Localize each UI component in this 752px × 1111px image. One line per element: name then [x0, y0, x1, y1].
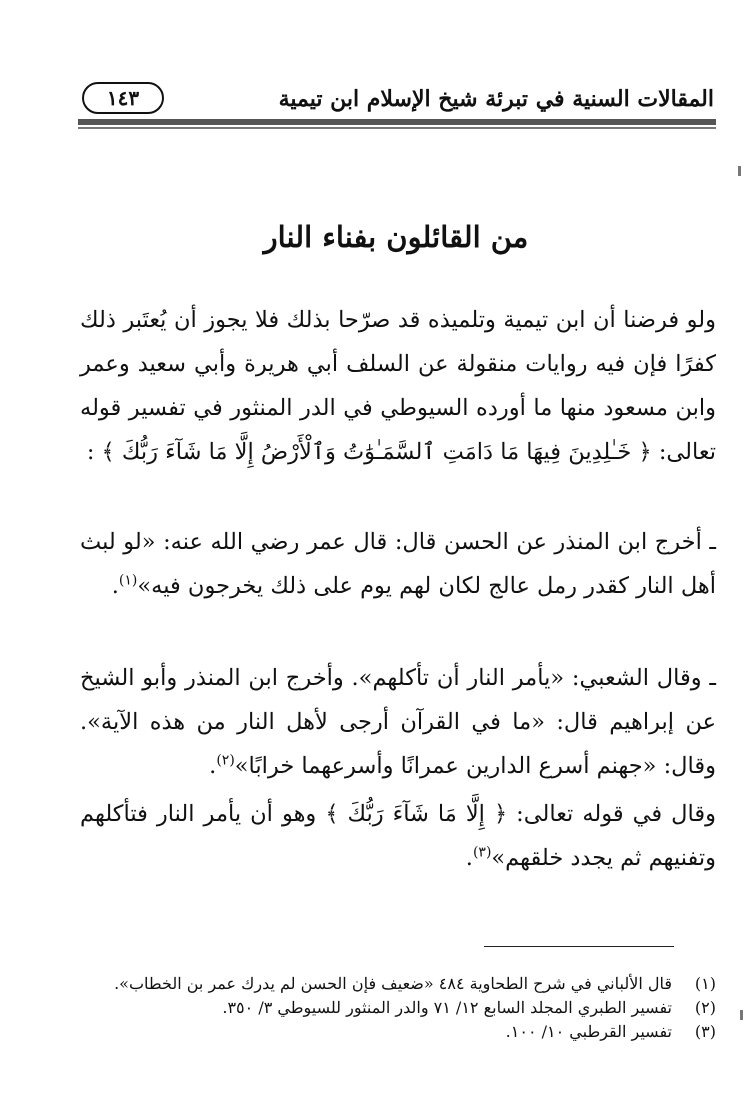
- footnote-number: (١): [694, 974, 716, 993]
- margin-mark: [740, 1010, 743, 1020]
- paragraph-3-end: .: [209, 753, 217, 779]
- footnote-ref-1: (١): [118, 572, 138, 589]
- footnote-separator: [484, 946, 674, 947]
- book-title: المقالات السنية في تبرئة شيخ الإسلام ابن تيمية: [278, 86, 714, 112]
- footnote-2: [80, 996, 716, 1020]
- chapter-heading: من القائلون بفناء النار: [263, 220, 529, 254]
- footnote-text: تفسير الطبري المجلد السابع ١٢/ ٧١ والدر المنثور للسيوطي ٣/ ٣٥٠.: [222, 998, 672, 1017]
- footnote-ref-2: (٢): [216, 752, 235, 769]
- footnote-3: [80, 1020, 716, 1044]
- paragraph-3: [80, 656, 716, 788]
- footnote-text: تفسير القرطبي ١٠/ ١٠٠.: [505, 1022, 672, 1041]
- footnote-ref-3: (٣): [472, 844, 492, 861]
- footnote-number: (٣): [694, 1022, 716, 1041]
- paragraph-1: [80, 298, 716, 474]
- paragraph-1-text: ولو فرضنا أن ابن تيمية وتلميذه قد صرّحا بذلك فلا يجوز أن يُعتَبر ذلك كفرًا فإن فيه روايات منقولة عن السلف أبي هريرة وأبي سعيد وعمر وابن مسعود منها ما أورده السيوطي في الدر المنثور في تفسير قوله تعالى: ﴿ خَـٰلِدِينَ فِيهَا مَا دَامَتِ ٱلسَّمَـٰوَٰتُ وَٱلْأَرْضُ إِلَّا مَا شَآءَ رَبُّكَ ﴾ :: [80, 307, 716, 465]
- paragraph-2: [80, 520, 716, 608]
- margin-mark: [738, 166, 741, 176]
- footnote-1: [80, 972, 716, 996]
- footnote-text: قال الألباني في شرح الطحاوية ٤٨٤ «ضعيف فإن الحسن لم يدرك عمر بن الخطاب».: [114, 974, 672, 993]
- paragraph-2-text: ـ أخرج ابن المنذر عن الحسن قال: قال عمر رضي الله عنه: «لو لبث أهل النار كقدر رمل عالج لكان لهم يوم على ذلك يخرجون فيه»: [80, 529, 716, 599]
- paragraph-4: [80, 792, 716, 880]
- footnotes: [80, 972, 716, 1044]
- page-number: ١٤٣: [82, 82, 164, 114]
- header-rule-thick: [78, 119, 716, 125]
- paragraph-2-end: .: [111, 573, 119, 599]
- footnote-number: (٢): [694, 998, 716, 1017]
- header-rule-thin: [78, 127, 716, 129]
- running-header: [78, 76, 714, 116]
- paragraph-4-end: .: [465, 845, 473, 871]
- paragraph-3-text: ـ وقال الشعبي: «يأمر النار أن تأكلهم». وأخرج ابن المنذر وأبو الشيخ عن إبراهيم قال: «ما في القرآن أرجى لأهل النار من هذه الآية». وقال: «جهنم أسرع الدارين عمرانًا وأسرعهما خرابًا»: [80, 665, 716, 779]
- paragraph-4-text: وقال في قوله تعالى: ﴿ إِلَّا مَا شَآءَ رَبُّكَ ﴾ وهو أن يأمر النار فتأكلهم وتفنيهم ثم يجدد خلقهم»: [80, 801, 716, 871]
